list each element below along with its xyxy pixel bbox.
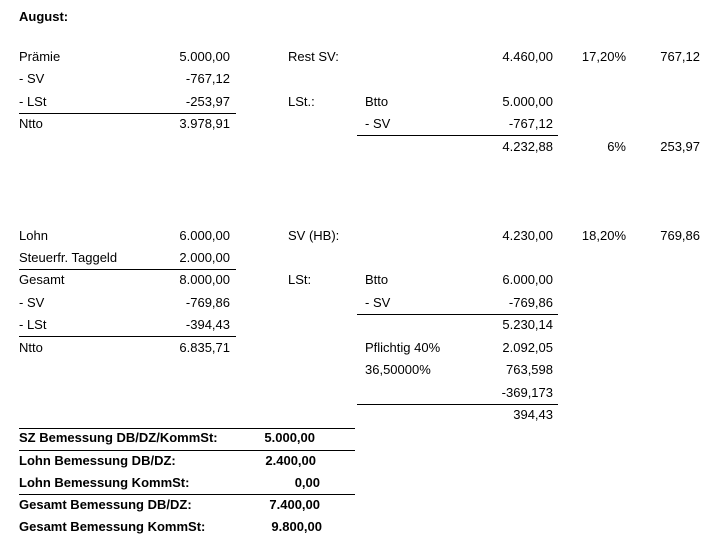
praemie-label: Prämie	[19, 49, 61, 64]
pflichtig-label: Pflichtig 40%	[365, 340, 441, 355]
lst-result: 253,97	[660, 139, 700, 154]
taggeld-value: 2.000,00	[179, 250, 230, 265]
lst-label: - LSt	[19, 317, 47, 332]
lst-total: 394,43	[513, 407, 553, 422]
divider	[357, 135, 558, 136]
sv-hb-value: 4.230,00	[502, 228, 553, 243]
summary-label: Gesamt Bemessung DB/DZ:	[19, 497, 192, 512]
divider	[19, 494, 355, 495]
summary-label: Lohn Bemessung KommSt:	[19, 475, 190, 490]
sv-hb-percent: 18,20%	[581, 228, 626, 243]
lst-total: 4.232,88	[502, 139, 553, 154]
taggeld-label: Steuerfr. Taggeld	[19, 250, 118, 265]
lst-percent: 6%	[607, 139, 626, 154]
summary-value: 0,00	[294, 475, 320, 490]
lst-sv-value: -769,86	[508, 295, 553, 310]
summary-label: Lohn Bemessung DB/DZ:	[19, 453, 176, 468]
divider	[357, 404, 558, 405]
summary-value: 2.400,00	[265, 453, 316, 468]
summary-value: 9.800,00	[271, 519, 322, 534]
ntto-value: 3.978,91	[179, 116, 230, 131]
divider	[357, 314, 558, 315]
lst-label: - LSt	[19, 94, 47, 109]
sv-hb-label: SV (HB):	[288, 228, 340, 243]
sv-label: - SV	[19, 295, 45, 310]
gesamt-value: 8.000,00	[179, 272, 230, 287]
divider	[19, 336, 236, 337]
btto-label: Btto	[365, 94, 389, 109]
ntto-value: 6.835,71	[179, 340, 230, 355]
rest-sv-percent: 17,20%	[581, 49, 626, 64]
rest-sv-value: 4.460,00	[502, 49, 553, 64]
ntto-label: Ntto	[19, 116, 43, 131]
sv-label: - SV	[19, 71, 45, 86]
rest-sv-label: Rest SV:	[288, 49, 339, 64]
lst-sv-label: - SV	[365, 116, 391, 131]
summary-value: 7.400,00	[269, 497, 320, 512]
btto-value: 6.000,00	[502, 272, 553, 287]
summary-label: Gesamt Bemessung KommSt:	[19, 519, 206, 534]
sv-value: -767,12	[185, 71, 230, 86]
lst-value: -394,43	[185, 317, 230, 332]
summary-label: SZ Bemessung DB/DZ/KommSt:	[19, 430, 218, 445]
rate-label: 36,50000%	[365, 362, 431, 377]
rate-value: 763,598	[506, 362, 553, 377]
lst-section-label: LSt.:	[288, 94, 315, 109]
btto-label: Btto	[365, 272, 389, 287]
pflichtig-value: 2.092,05	[502, 340, 553, 355]
summary-value: 5.000,00	[264, 430, 315, 445]
btto-value: 5.000,00	[502, 94, 553, 109]
ntto-label: Ntto	[19, 340, 43, 355]
lst-sv-value: -767,12	[508, 116, 553, 131]
praemie-value: 5.000,00	[179, 49, 230, 64]
divider	[19, 450, 355, 451]
divider	[19, 428, 355, 429]
lohn-value: 6.000,00	[179, 228, 230, 243]
page-title: August:	[19, 9, 69, 24]
gesamt-label: Gesamt	[19, 272, 65, 287]
lst-sv-label: - SV	[365, 295, 391, 310]
divider	[19, 113, 236, 114]
sv-hb-result: 769,86	[660, 228, 700, 243]
lst-value: -253,97	[185, 94, 230, 109]
lohn-label: Lohn	[19, 228, 48, 243]
rest-sv-result: 767,12	[660, 49, 700, 64]
lst-subtotal: 5.230,14	[502, 317, 553, 332]
divider	[19, 269, 236, 270]
lst-section-label: LSt:	[288, 272, 312, 287]
sv-value: -769,86	[185, 295, 230, 310]
deduction-value: -369,173	[501, 385, 553, 400]
